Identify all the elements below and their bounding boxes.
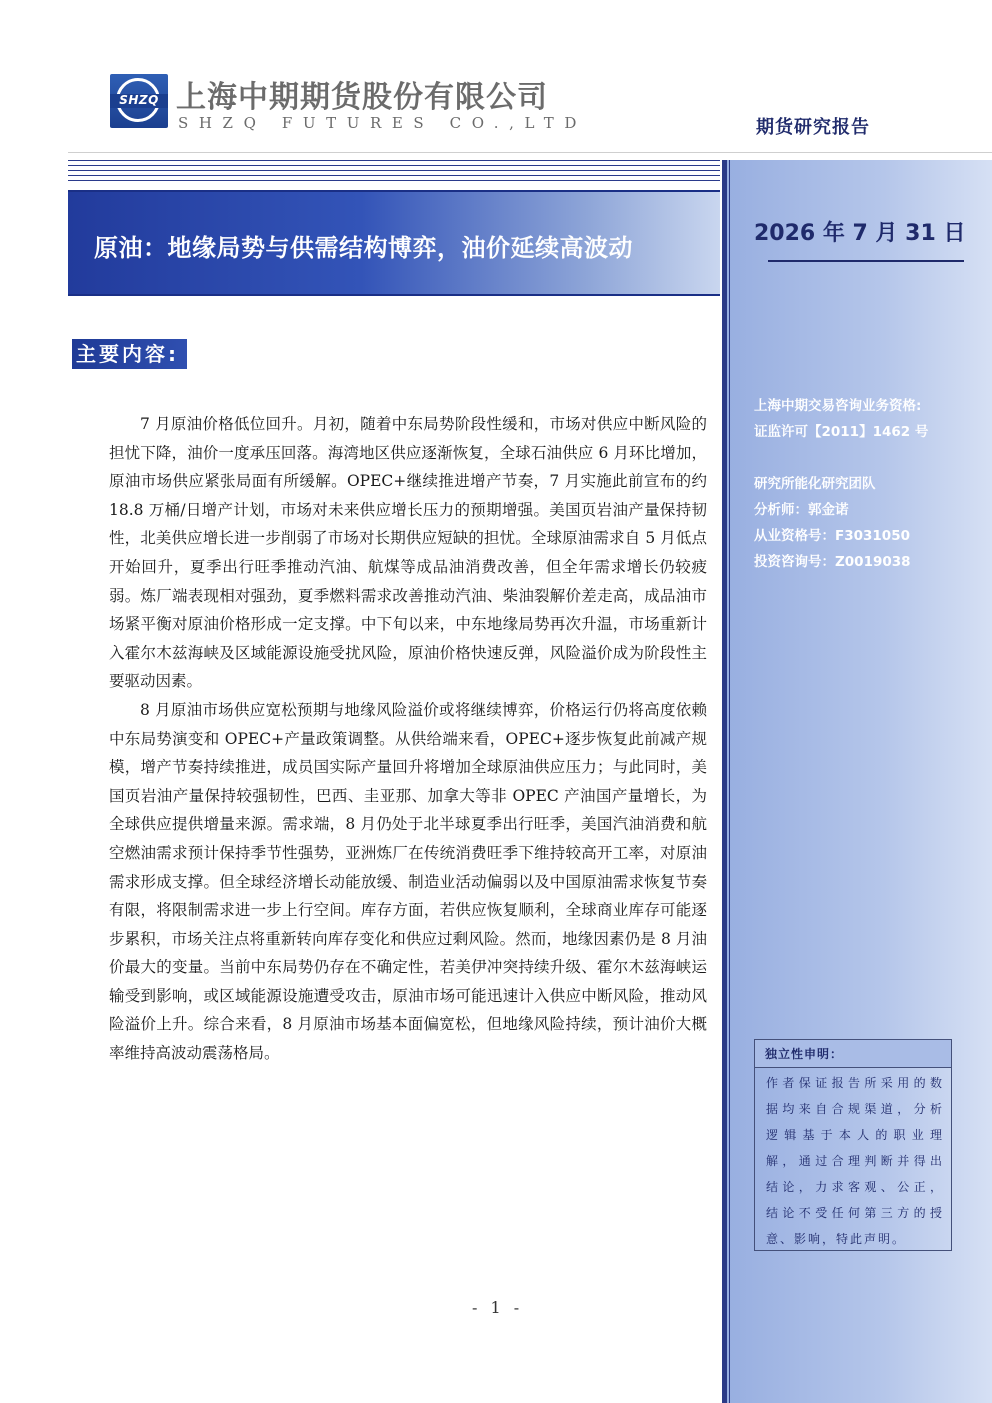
statement-line: 意、影响，特此声明。 [766,1232,907,1246]
sidebar-edge-bar [722,160,727,1403]
statement-line: 作者保证报告所采用的数 [766,1076,944,1090]
independence-statement-text [766,1070,944,1252]
sidebar-edge-line [729,160,730,1403]
statement-line: 据均来自合规渠道，分析 [766,1102,944,1116]
independence-statement-title: 独立性申明： [755,1040,951,1068]
body-paragraph-july: 7 月原油价格低位回升。月初，随着中东局势阶段性缓和，市场对供应中断风险的担忧下降，油价一度承压回落。海湾地区供应逐渐恢复，全球石油供应 6 月环比增加，原油市场供应紧张局面有所缓解。OPEC+继续推进增产节奏，7 月实施此前宣布的约 18.8 万桶/日增产计划，市场对未来供应增长压力的预期增强。美国页岩油产量保持韧性，北美供应增长进一步削弱了市场对长期供应短缺的担忧。全球原油需求自 5 月低点开始回升，夏季出行旺季推动汽油、航煤等成品油消费改善，但全年需求增长仍较疲弱。炼厂端表现相对强劲，夏季燃料需求改善推动汽油、柴油裂解价差走高，成品油市场紧平衡对原油价格形成一定支撑。中下旬以来，中东地缘局势再次升温，市场重新计入霍尔木兹海峡及区域能源设施受扰风险，原油价格快速反弹，风险溢价成为阶段性主要驱动因素。 [109,415,707,691]
date-underline [768,260,964,262]
page-number: - 1 - [472,1298,524,1317]
report-body [109,410,707,1068]
title-stripes [68,160,720,186]
report-type-label: 期货研究报告 [756,117,870,138]
consult-license: 投资咨询号：Z0019038 [754,554,911,570]
practice-license: 从业资格号：F3031050 [754,528,910,544]
research-team: 研究所能化研究团队 [754,476,876,492]
logo-text: SHZQ [119,93,159,107]
company-name-en: SHZQ FUTURES CO.,LTD [178,114,588,132]
report-date: 2026 年 7 月 31 日 [754,221,966,246]
report-title: 原油：地缘局势与供需结构博弈，油价延续高波动 [94,234,633,262]
statement-line: 解，通过合理判断并得出 [766,1154,944,1168]
independence-statement-box [754,1039,952,1251]
qualification-line-1: 上海中期交易咨询业务资格: [754,398,922,414]
statement-line: 结论，力求客观、公正， [766,1180,944,1194]
section-heading: 主要内容: [72,339,187,369]
statement-line: 结论不受任何第三方的授 [766,1206,944,1220]
analyst-name: 分析师：郭金诺 [754,502,849,518]
statement-line: 逻辑基于本人的职业理 [766,1128,944,1142]
header-divider [68,152,992,153]
company-name: 上海中期期货股份有限公司 [176,80,548,115]
body-paragraph-august: 8 月原油市场供应宽松预期与地缘风险溢价或将继续博弈，价格运行仍将高度依赖中东局势演变和 OPEC+产量政策调整。从供给端来看，OPEC+逐步恢复此前减产规模，增产节奏持续推进，成员国实际产量回升将增加全球原油供应压力；与此同时，美国页岩油产量保持较强韧性，巴西、圭亚那、加拿大等非 OPEC 产油国产量增长，为全球供应提供增量来源。需求端，8 月仍处于北半球夏季出行旺季，美国汽油消费和航空燃油需求预计保持季节性强势，亚洲炼厂在传统消费旺季下维持较高开工率，对原油需求形成支撑。但全球经济增长动能放缓、制造业活动偏弱以及中国原油需求恢复节奏有限，将限制需求进一步上行空间。库存方面，若供应恢复顺利，全球商业库存可能逐步累积，市场关注点将重新转向库存变化和供应过剩风险。然而，地缘因素仍是 8 月油价最大的变量。当前中东局势仍存在不确定性，若美伊冲突持续升级、霍尔木兹海峡运输受到影响，或区域能源设施遭受攻击，原油市场可能迅速计入供应中断风险，推动风险溢价上升。综合来看，8 月原油市场基本面偏宽松，但地缘风险持续，预计油价大概率维持高波动震荡格局。 [109,700,707,1063]
qualification-line-2: 证监许可【2011】1462 号 [754,424,929,440]
company-logo [110,74,168,128]
